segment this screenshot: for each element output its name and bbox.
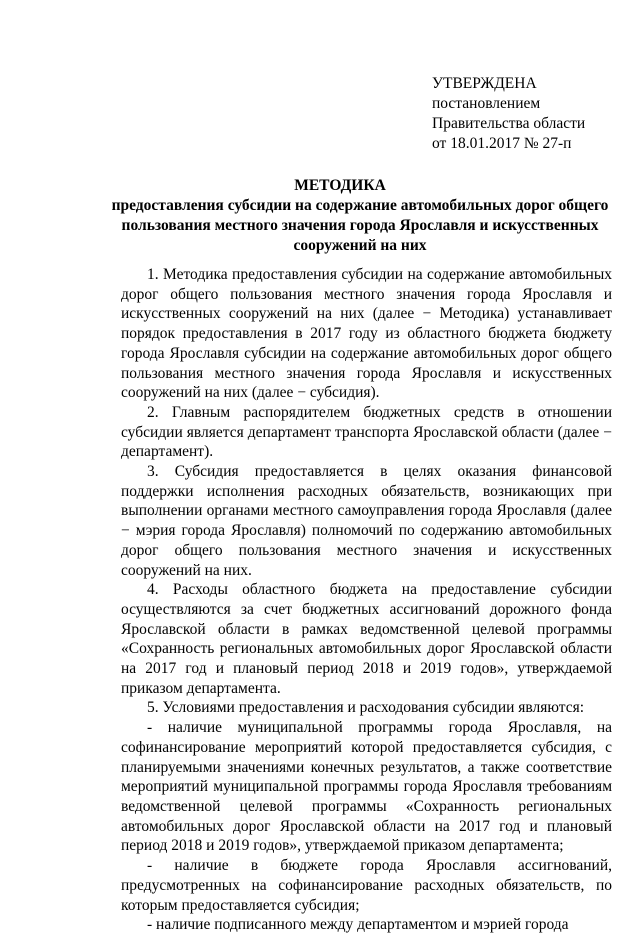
paragraph-2: 2. Главным распорядителем бюджетных средств в отношении субсидии является департамент транспорта Ярославской области (далее − департамент).: [121, 403, 612, 461]
paragraph-3: 3. Субсидия предоставляется в целях оказания финансовой поддержки исполнения расходных обязательств, возникающих при выполнении органами местного самоуправления города Ярославля (далее − мэрия города Ярославля) полномочий по содержанию автомобильных дорог общего пользования местного значения и искусственных сооружений на них.: [121, 463, 612, 579]
condition-item-1: - наличие муниципальной программы города Ярославля, на софинансирование мероприятий которой предоставляется субсидия, с планируемыми значениями конечных результатов, а также соответствие мероприятий муниципальной программы города Ярославля требованиям ведомственной целевой программы «Сохранность региональных автомобильных дорог Ярославской области на 2017 год и плановый период 2018 и 2019 годов», утверждаемой приказом департамента;: [121, 719, 612, 855]
approval-line-approved: УТВЕРЖДЕНА: [432, 75, 537, 92]
document-title-block: [100, 176, 620, 256]
condition-item-2: - наличие в бюджете города Ярославля ассигнований, предусмотренных на софинансирование расходных обязательств, по которым предоставляется субсидия;: [121, 857, 612, 914]
condition-item-3: - наличие подписанного между департаментом и мэрией города: [147, 916, 569, 934]
document-body: [121, 265, 612, 935]
approval-line-resolution: постановлением: [432, 95, 541, 112]
approval-stamp: [432, 74, 632, 154]
paragraph-5: 5. Условиями предоставления и расходования субсидии являются:: [147, 699, 585, 717]
paragraph-4: 4. Расходы областного бюджета на предоставление субсидии осуществляются за счет бюджетных ассигнований дорожного фонда Ярославской области в рамках ведомственной целевой программы «Сохранность региональных автомобильных дорог Ярославской области на 2017 год и плановый период 2018 и 2019 годов», утверждаемой приказом департамента.: [121, 581, 612, 697]
document-title: МЕТОДИКА: [294, 177, 386, 194]
approval-line-government: Правительства области: [432, 115, 586, 132]
paragraph-1: 1. Методика предоставления субсидии на содержание автомобильных дорог общего пользования местного значения города Ярославля и искусственных сооружений на них (далее − Методика) устанавливает порядок предоставления в 2017 году из областного бюджета бюджету города Ярославля субсидии на содержание автомобильных дорог общего пользования местного значения города Ярославля и искусственных сооружений на них (далее − субсидия).: [121, 266, 612, 402]
document-subtitle: предоставления субсидии на содержание автомобильных дорог общего пользования местного значения города Ярославля и искусственных сооружений на них: [111, 197, 609, 254]
approval-line-date-number: от 18.01.2017 № 27-п: [432, 135, 572, 152]
